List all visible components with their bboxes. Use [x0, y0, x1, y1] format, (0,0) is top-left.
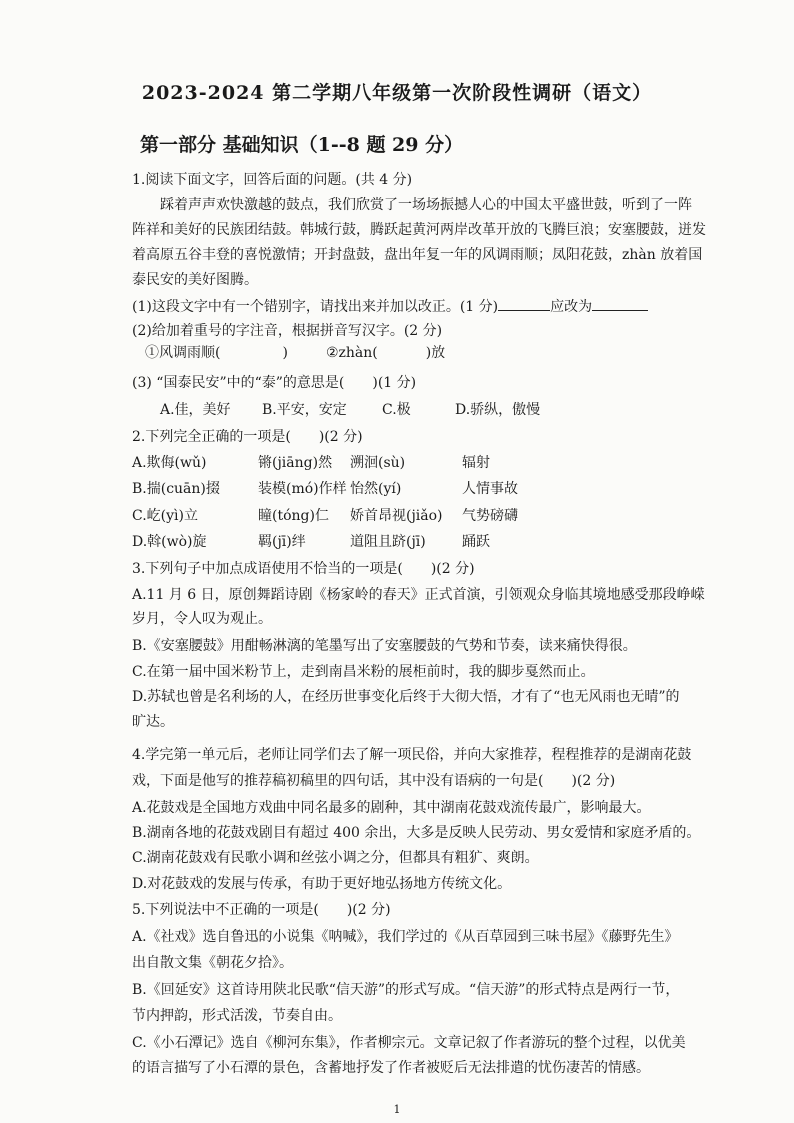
q2-cell: A.欺侮(wǔ) [132, 455, 207, 471]
q1-passage-line: 着高原五谷丰登的喜悦激情；开封盘鼓，盘出年复一年的风调雨顺；凤阳花鼓，zhàn 放着国 [132, 247, 703, 263]
q1-sub1 [132, 296, 648, 317]
q2-cell: 道阻且跻(jī) [350, 534, 426, 550]
q4-line: A.花鼓戏是全国地方戏曲中同名最多的剧种，其中湖南花鼓戏流传最广，影响最大。 [132, 800, 651, 816]
option: C.极 [382, 402, 411, 418]
q2-cell: D.斡(wò)旋 [132, 534, 207, 550]
q2-cell: 踊跃 [462, 534, 490, 550]
q4-line: D.对花鼓戏的发展与传承，有助于更好地弘扬地方传统文化。 [132, 876, 512, 892]
page-number: 1 [393, 1103, 401, 1116]
q2-cell: 辐射 [462, 455, 490, 471]
q3-line: 旷达。 [132, 714, 174, 730]
option: D.骄纵，傲慢 [455, 402, 541, 418]
answer-blank[interactable] [498, 296, 550, 311]
q5-line: C.《小石潭记》选自《柳河东集》，作者柳宗元。文章记叙了作者游玩的整个过程，以优美 [132, 1035, 686, 1051]
q1-sub2-b: ②zhàn( [325, 345, 378, 361]
q1-passage-line: 踩着声声欢快激越的鼓点，我们欣赏了一场场振撼人心的中国太平盛世鼓，听到了一阵 [160, 197, 692, 213]
q1-sub2: (2)给加着重号的字注音，根据拼音写汉字。(2 分) [132, 323, 443, 339]
q2-cell: 装模(mó)作样 [258, 481, 347, 497]
option: A.佳，美好 [160, 402, 231, 418]
q3-line: C.在第一届中国米粉节上，走到南昌米粉的展柜前时，我的脚步戛然而止。 [132, 664, 595, 680]
q1-sub2-a: ①风调雨顺( [145, 345, 221, 361]
q1-stem: 1.阅读下面文字，回答后面的问题。(共 4 分) [132, 172, 413, 188]
part-heading: 第一部分 基础知识（1--8 题 29 分） [140, 134, 464, 156]
q3-line: A.11 月 6 日，原创舞蹈诗剧《杨家岭的春天》正式首演，引领观众身临其境地感受那段峥嵘 [132, 587, 705, 603]
q5-line: B.《回延安》这首诗用陕北民歌“信天游”的形式写成。“信天游”的形式特点是两行一节， [132, 982, 680, 998]
q1-sub2-items: ①风调雨顺( ) ②zhàn( )放 [145, 345, 446, 361]
q2-cell: 娇首昂视(jiǎo) [350, 508, 443, 524]
q1-sub1-mid: 应改为 [550, 299, 593, 315]
q1-passage-line: 泰民安的美好图腾。 [132, 272, 258, 288]
page-title: 2023-2024 第二学期八年级第一次阶段性调研（语文） [141, 82, 653, 104]
q2-cell: C.屹(yì)立 [132, 508, 198, 524]
q3-line: 岁月，令人叹为观止。 [132, 611, 272, 627]
q1-sub3: (3) “国泰民安”中的“泰”的意思是( )(1 分) [132, 375, 417, 391]
q1-sub1-text: (1)这段文字中有一个错别字，请找出来并加以改正。(1 分) [132, 299, 499, 315]
q5-line: A.《社戏》选自鲁迅的小说集《呐喊》，我们学过的《从百草园到三味书屋》《藤野先生》 [132, 929, 679, 945]
q4-line: 4.学完第一单元后，老师让同学们去了解一项民俗，并向大家推荐，程程推荐的是湖南花鼓 [132, 747, 692, 763]
option: B.平安，安定 [262, 402, 347, 418]
q1-passage-line: 阵祥和美好的民族团结鼓。韩城行鼓，腾跃起黄河两岸改革开放的飞腾巨浪；安塞腰鼓，迸发 [132, 222, 706, 238]
q5-line: 节内押韵，形式活泼，节奏自由。 [132, 1008, 342, 1024]
q4-line: B.湖南各地的花鼓戏剧目有超过 400 余出，大多是反映人民劳动、男女爱情和家庭矛盾的。 [132, 825, 701, 841]
q2-cell: 羁(jī)绊 [258, 534, 306, 550]
q3-line: B.《安塞腰鼓》用酣畅淋漓的笔墨写出了安塞腰鼓的气势和节奏，读来痛快得很。 [132, 638, 637, 654]
q5-line: 5.下列说法中不正确的一项是( )(2 分) [132, 902, 391, 918]
q3-line: D.苏轼也曾是名利场的人，在经历世事变化后终于大彻大悟，才有了“也无风雨也无晴”的 [132, 689, 680, 705]
q2-cell: 人情事故 [462, 481, 518, 497]
q2-cell: 气势磅礴 [462, 508, 518, 524]
q1-sub2-c: )放 [425, 345, 446, 361]
q2-stem: 2.下列完全正确的一项是( )(2 分) [132, 429, 363, 445]
answer-blank[interactable] [592, 296, 648, 311]
q3-stem: 3.下列句子中加点成语使用不恰当的一项是( )(2 分) [132, 561, 475, 577]
q2-cell: 锵(jiāng)然 [258, 455, 333, 471]
q2-cell: 溯洄(sù) [350, 455, 406, 471]
q5-line: 出自散文集《朝花夕拾》。 [132, 955, 293, 971]
q2-cell: 怡然(yí) [350, 481, 402, 497]
q4-line: 戏，下面是他写的推荐稿初稿里的四句话，其中没有语病的一句是( )(2 分) [132, 773, 616, 789]
q5-line: 的语言描写了小石潭的景色，含蓄地抒发了作者被贬后无法排遣的忧伤凄苦的情感。 [132, 1060, 650, 1076]
q2-cell: 瞳(tóng)仁 [258, 508, 329, 524]
q4-line: C.湖南花鼓戏有民歌小调和丝弦小调之分，但都具有粗犷、爽朗。 [132, 850, 539, 866]
q2-cell: B.揣(cuān)掇 [132, 481, 220, 497]
